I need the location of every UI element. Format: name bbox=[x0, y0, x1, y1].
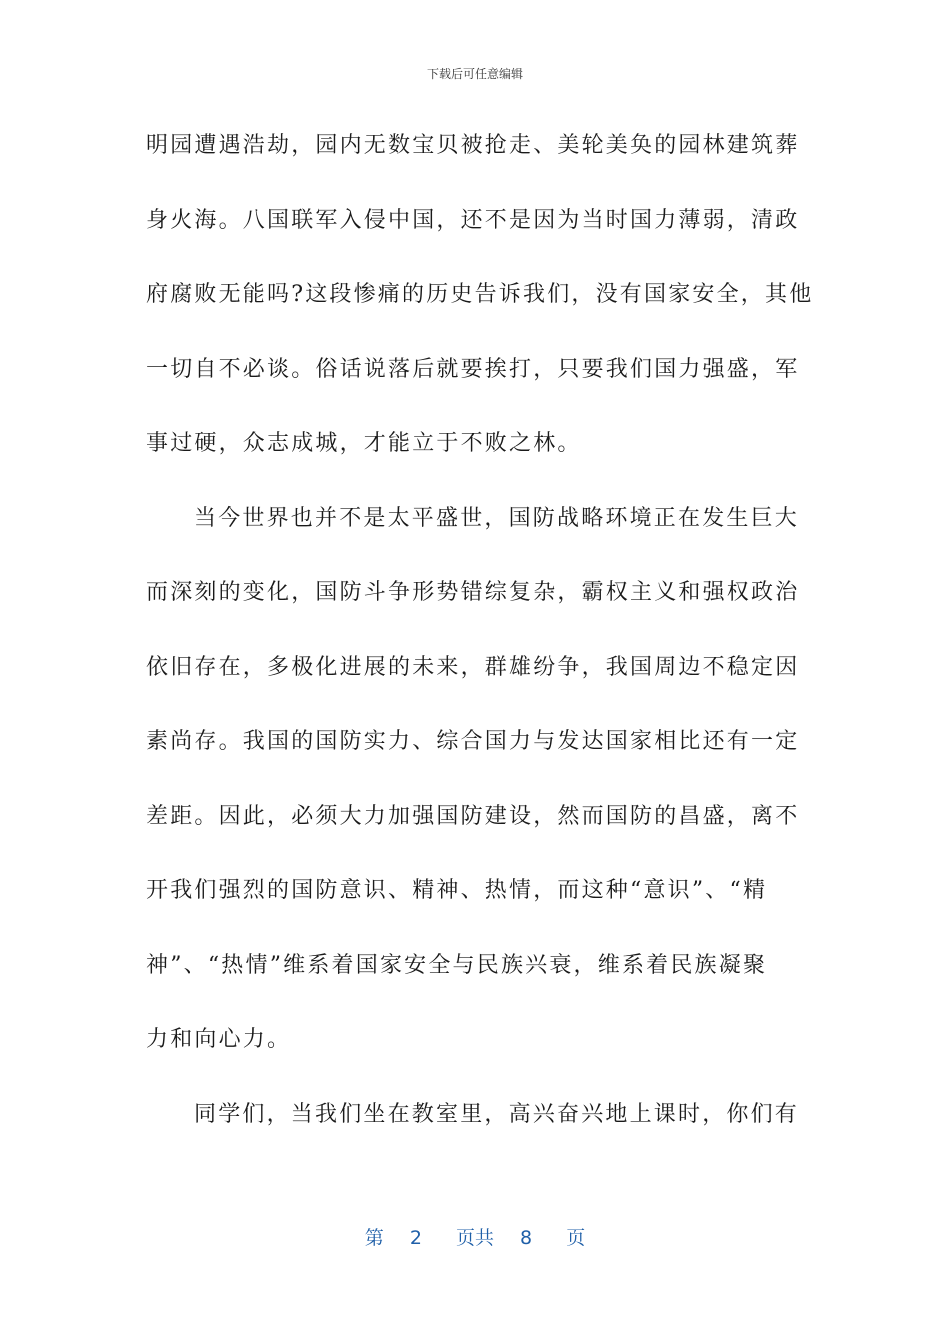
page-footer bbox=[0, 1226, 950, 1250]
text-line: 府腐败无能吗?这段惨痛的历史告诉我们，没有国家安全，其他 bbox=[146, 282, 814, 307]
text-line: 素尚存。我国的国防实力、综合国力与发达国家相比还有一定 bbox=[146, 729, 800, 754]
footer-middle: 页共 bbox=[455, 1227, 494, 1249]
page-header bbox=[0, 66, 950, 82]
text-line: 力和向心力。 bbox=[146, 1027, 292, 1052]
text-line: 开我们强烈的国防意识、精神、热情，而这种“意识”、“精 bbox=[146, 878, 768, 903]
footer-prefix: 第 bbox=[364, 1227, 384, 1249]
paragraph-start-line: 同学们，当我们坐在教室里，高兴奋兴地上课时，你们有 bbox=[194, 1101, 800, 1127]
footer-suffix: 页 bbox=[566, 1227, 586, 1249]
document-body bbox=[146, 126, 814, 1169]
text-line: 神”、“热情”维系着国家安全与民族兴衰，维系着民族凝聚 bbox=[146, 952, 768, 978]
text-line: 依旧存在，多极化进展的未来，群雄纷争，我国周边不稳定因 bbox=[146, 654, 800, 680]
text-line: 差距。因此，必须大力加强国防建设，然而国防的昌盛，离不 bbox=[146, 803, 800, 829]
text-line: 事过硬，众志成城，才能立于不败之林。 bbox=[146, 431, 582, 456]
text-line: 身火海。八国联军入侵中国，还不是因为当时国力薄弱，清政 bbox=[146, 207, 800, 233]
header-text: 下载后可任意编辑 bbox=[426, 67, 523, 81]
paragraph-start-line: 当今世界也并不是太平盛世，国防战略环境正在发生巨大 bbox=[194, 505, 800, 531]
total-page-count: 8 bbox=[520, 1227, 533, 1249]
current-page-number: 2 bbox=[409, 1227, 422, 1249]
text-line: 而深刻的变化，国防斗争形势错综复杂，霸权主义和强权政治 bbox=[146, 580, 800, 605]
text-line: 明园遭遇浩劫，园内无数宝贝被抢走、美轮美奂的园林建筑葬 bbox=[146, 133, 800, 158]
text-line: 一切自不必谈。俗话说落后就要挨打，只要我们国力强盛，军 bbox=[146, 356, 800, 382]
